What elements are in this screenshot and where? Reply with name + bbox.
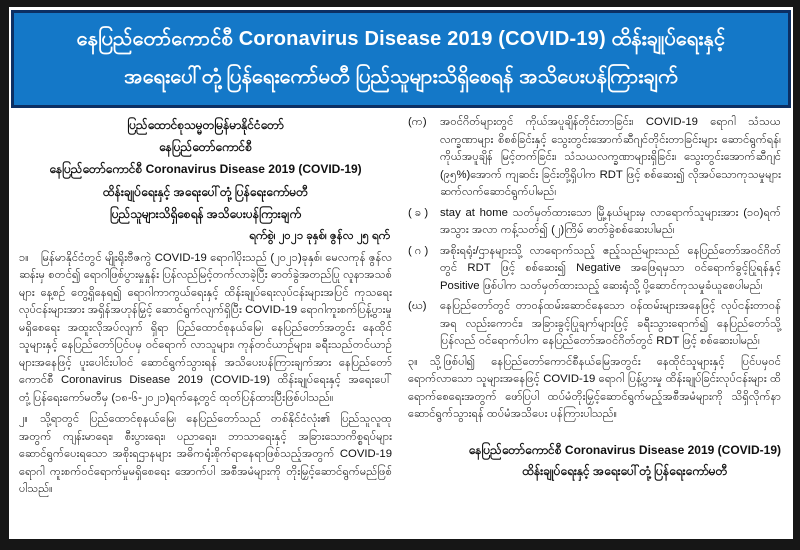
paragraph-2-text: သို့ရာတွင် ပြည်ထောင်စုနယ်မြေ၊ နေပြည်တော်သည် တစ်နိုင်ငံလုံး၏ ပြည်သူလူထုအတွက် ကျန်းမာရေး၊ စီးပွားရေး၊ ပညာရေး၊ ဘာသာရေးနှင့် အခြားသောကိစ္စရပ်များ ဆောင်ရွက်ပေးရသော အစိုးရဌာနများ အဓိကရုံးစိုက်ရာနေရာဖြစ်သည့်အတွက် COVID-19 ရောဂါ ကူးစက်ဝင်ရောက်မှုမရှိစေရေး အောက်ပါ အစီအမံများကို တိုးမြှင့်ဆောင်ရွက်မည်ဖြစ်ပါသည်။ <box>19 413 392 496</box>
date-line: ရက်စွဲ၊ ၂၀၂၁ ခုနှစ်၊ ဇွန်လ ၂၅ ရက် <box>249 229 390 242</box>
list-item-ka-label: (က) <box>408 116 427 128</box>
right-column <box>408 114 781 528</box>
signature-line-1: နေပြည်တော်ကောင်စီ Coronavirus Disease 2019 (COVID-19) <box>468 442 781 457</box>
paragraph-1-number: ၁။ <box>19 251 29 264</box>
list-item-ka-text: အဝင်ဂိတ်များတွင် ကိုယ်အပူချိန်တိုင်းတာခြင်း၊ COVID-19 ရောဂါ သံသယလက္ခဏာများ စိစစ်ခြင်းနှင့် သွေးတွင်းအောက်ဆီဂျင်တိုင်းတာခြင်းများ ဆောင်ရွက်ရန်၊ ကိုယ်အပူချိန် မြင့်တက်ခြင်း၊ သံသယလက္ခဏာများရှိခြင်း၊ သွေးတွင်းအောက်ဆီဂျင် (၉၅%)အောက် ကျဆင်း ခြင်းတို့ရှိပါက RDT ဖြင့် စစ်ဆေး၍ လိုအပ်သောကုသမှုများ ဆက်လက်ဆောင်ရွက်ပါမည်၊ <box>440 116 781 198</box>
letterhead-committee-line-1: နေပြည်တော်ကောင်စီ Coronavirus Disease 2019 (COVID-19) <box>49 162 362 177</box>
list-item-gha-label: (ဃ) <box>408 300 427 312</box>
list-item-gha <box>408 298 781 351</box>
signature-block <box>469 440 781 483</box>
list-item-kha <box>408 205 781 240</box>
paragraph-2 <box>19 411 392 499</box>
letterhead-council-name: နေပြည်တော်ကောင်စီ <box>159 140 252 155</box>
list-item-kha-text: stay at home သတ်မှတ်ထားသော မြို့နယ်များမှ လာရောက်သူများအား (၁၀)ရက် အသွား အလာ ကန့်သတ်၍ (၂)ကြိမ် ဓာတ်ခွဲစစ်ဆေးပါမည်၊ <box>440 206 781 236</box>
paragraph-1-text: မြန်မာနိုင်ငံတွင် မျိုးရိုးဗီဇကွဲ COVID-19 ရောဂါပိုးသည် (၂၀၂၁)ခုနှစ်၊ မေလကုန် ဇွန်လဆန်းမှ စတင်၍ ရောဂါဖြစ်ပွားမှုနှုန်း ပြန်လည်မြင့်တက်လာခဲ့ပြီး ဓာတ်ခွဲအတည်ပြု လူနာအသစ်များ နေ့စဉ် တွေ့ရှိနေရ၍ ရောဂါကာကွယ်ရေးနှင့် ထိန်းချုပ်ရေးလုပ်ငန်းများအပြင် ကုသရေးလုပ်ငန်းများအား အရှိန်အဟုန်မြှင့် ဆောင်ရွက်လျက်ရှိပြီး COVID-19 ရောဂါကူးစက်ပြန့်ပွားမှုမရှိစေရေး အထူးလိုအပ်လျက် ရှိရာ ပြည်ထောင်စုနယ်မြေ၊ နေပြည်တော်အတွင်း နေထိုင်သူများနှင့် နေပြည်တော်ပြင်ပမှ ဝင်ရောက် လာသူများ၊ ကုန်တင်ယာဉ်များ၊ ခရီးသည်တင်ယာဉ်များအနေဖြင့် ပူးပေါင်းပါဝင် ဆောင်ရွက်သွားရန် အသိပေးပန်ကြားချက်အား နေပြည်တော်ကောင်စီ Coronavirus Disease 2019 (COVID-19) ထိန်းချုပ်ရေးနှင့် အရေးပေါ်တုံ့ပြန်ရေးကော်မတီမှ (၁၈-၆-၂၀၂၁)ရက်နေ့တွင် ထုတ်ပြန်ထားပြီးဖြစ်ပါသည်။ <box>19 251 392 404</box>
signature-line-2: ထိန်းချုပ်ရေးနှင့် အရေးပေါ်တုံ့ပြန်ရေးကော်မတီ <box>522 464 728 479</box>
list-item-gha-text: နေပြည်တော်တွင် တာဝန်ထမ်းဆောင်နေသော ဝန်ထမ်းများအနေဖြင့် လုပ်ငန်းတာဝန်အရ လည်းကောင်း၊ အခြားခွင့်ပြုချက်များဖြင့် ခရီးသွားရောက်၍ နေပြည်တော်သို့ ပြန်လည် ဝင်ရောက်ပါက နေပြည်တော်အဝင်ဂိတ်တွင် RDT ဖြင့် စစ်ဆေးပါမည်၊ <box>440 300 781 347</box>
paragraph-3-number: ၃။ <box>408 355 418 368</box>
title-banner <box>11 10 791 108</box>
letterhead-subject: ပြည်သူများသိရှိစေရန် အသိပေးပန်ကြားချက် <box>109 206 302 221</box>
paragraph-3-text: သို့ဖြစ်ပါ၍ နေပြည်တော်ကောင်စီနယ်မြေအတွင်း နေထိုင်သူများနှင့် ပြင်ပမှဝင်ရောက်လာသော သူများအနေဖြင့် COVID-19 ရောဂါ ပြန့်ပွားမှု ထိန်းချုပ်ခြင်းလုပ်ငန်းများ ထိရောက်စေရေးအတွက် ဖော်ပြပါ ထပ်မံတိုးမြှင့်ဆောင်ရွက်မည့်အစီအမံများကို သိရှိလိုက်နာဆောင်ရွက်သွားရန် ထပ်မံအသိပေး ပန်ကြားပါသည်။ <box>408 355 781 420</box>
list-item-kha-label: ( ခ ) <box>408 206 429 219</box>
list-item-ga <box>408 243 781 296</box>
list-item-ka <box>408 114 781 202</box>
banner-title-line-2: အရေးပေါ်တုံ့ပြန်ရေးကော်မတီ ပြည်သူများသိရှိစေရန် အသိပေးပန်ကြားချက် <box>124 66 678 88</box>
banner-title-line-1: နေပြည်တော်ကောင်စီ Coronavirus Disease 2019 (COVID-19) ထိန်းချုပ်ရေးနှင့် <box>76 28 726 50</box>
letterhead-state-name: ပြည်ထောင်စုသမ္မတမြန်မာနိုင်ငံတော် <box>127 118 284 132</box>
left-column <box>19 114 392 528</box>
paragraph-1 <box>19 250 392 408</box>
list-item-ga-text: အစိုးရရုံး/ဌာနများသို့ လာရောက်သည့် ဧည့်သည်များသည် နေပြည်တော်အဝင်ဂိတ်တွင် RDT ဖြင့် စစ်ဆေး၍ Negative အဖြေရမှသာ ဝင်ရောက်ခွင့်ပြုရန်နှင့် Positive ဖြစ်ပါက သတ်မှတ်ထားသည့် ဆေးရုံသို့ ပို့ဆောင်ကုသမှုခံယူစေပါမည်၊ <box>440 244 781 292</box>
paragraph-2-number: ၂။ <box>19 413 28 426</box>
list-item-ga-label: ( ဂ ) <box>408 244 429 257</box>
letterhead <box>19 114 392 225</box>
document-body <box>9 108 793 528</box>
letterhead-committee-line-2: ထိန်းချုပ်ရေးနှင့် အရေးပေါ်တုံ့ပြန်ရေးကော်မတီ <box>103 184 308 199</box>
paragraph-3 <box>408 354 781 424</box>
